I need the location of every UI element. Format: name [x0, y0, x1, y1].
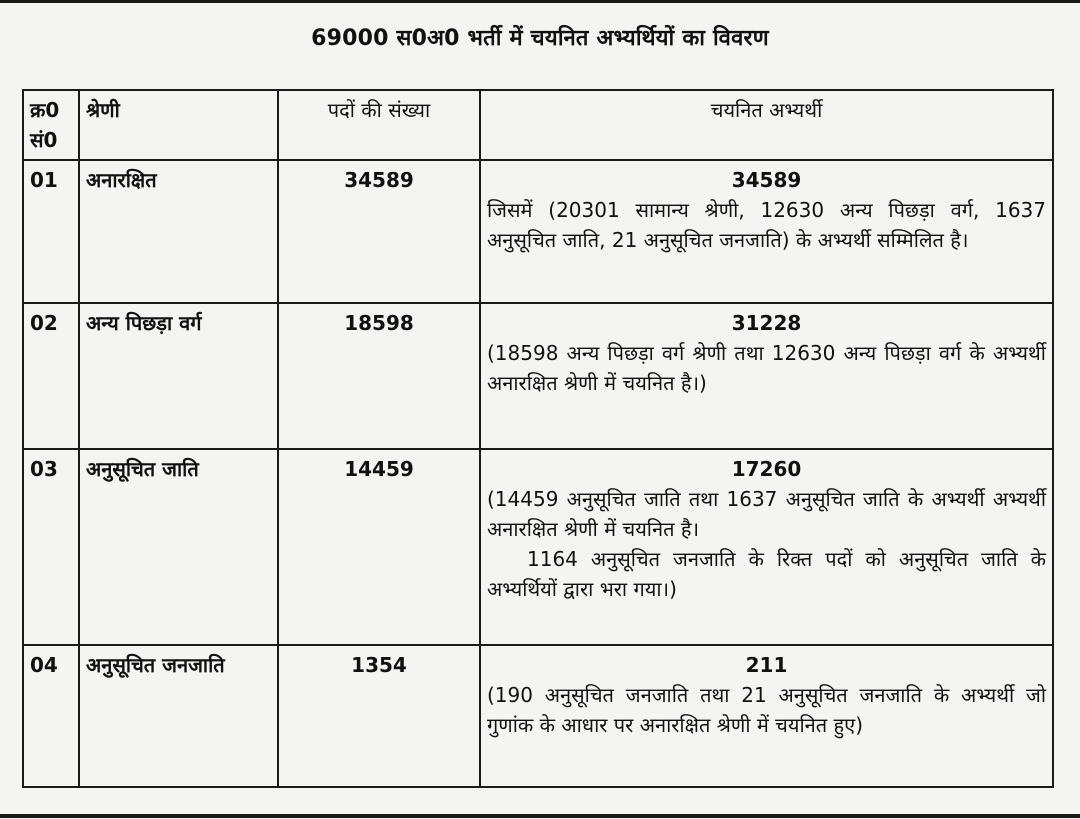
row-posts: 34589 — [278, 160, 480, 303]
table-row — [23, 160, 1053, 303]
selected-total: 17260 — [731, 457, 802, 481]
table-row — [23, 645, 1053, 787]
bottom-border-line — [0, 814, 1080, 818]
top-border-line — [0, 0, 1080, 3]
header-category: श्रेणी — [79, 90, 278, 160]
selected-detail: (14459 अनुसूचित जाति तथा 1637 अनुसूचित जाति के अभ्यर्थी अभ्यर्थी अनारक्षित श्रेणी में चयनित है। — [487, 487, 1046, 541]
selected-total: 31228 — [731, 311, 802, 335]
selected-detail: (190 अनुसूचित जनजाति तथा 21 अनुसूचित जनजाति के अभ्यर्थी जो गुणांक के आधार पर अनारक्षित श्रेणी में चयनित हुए) — [487, 683, 1046, 737]
row-serial: 03 — [23, 449, 79, 645]
header-posts: पदों की संख्या — [278, 90, 480, 160]
row-category: अनारक्षित — [79, 160, 278, 303]
selected-detail-note: 1164 अनुसूचित जनजाति के रिक्त पदों को अनुसूचित जाति के अभ्यर्थियों द्वारा भरा गया।) — [487, 547, 1046, 601]
row-selected-cell — [480, 303, 1053, 449]
table-row — [23, 303, 1053, 449]
row-serial: 02 — [23, 303, 79, 449]
row-category: अनुसूचित जाति — [79, 449, 278, 645]
row-posts: 18598 — [278, 303, 480, 449]
table-header-row — [23, 90, 1053, 160]
selected-detail: जिसमें (20301 सामान्य श्रेणी, 12630 अन्य पिछड़ा वर्ग, 1637 अनुसूचित जाति, 21 अनुसूचित जनजाति) के अभ्यर्थी सम्मिलित है। — [487, 198, 1046, 252]
row-posts: 14459 — [278, 449, 480, 645]
row-category: अनुसूचित जनजाति — [79, 645, 278, 787]
selected-total: 211 — [745, 653, 788, 677]
selected-detail: (18598 अन्य पिछड़ा वर्ग श्रेणी तथा 12630 अन्य पिछड़ा वर्ग के अभ्यर्थी अनारक्षित श्रेणी में चयनित है।) — [487, 341, 1046, 395]
document-title: 69000 स0अ0 भर्ती में चयनित अभ्यर्थियों का विवरण — [311, 26, 769, 51]
table-row — [23, 449, 1053, 645]
row-serial: 04 — [23, 645, 79, 787]
row-posts: 1354 — [278, 645, 480, 787]
row-category: अन्य पिछड़ा वर्ग — [79, 303, 278, 449]
row-selected-cell — [480, 645, 1053, 787]
row-selected-cell — [480, 160, 1053, 303]
row-selected-cell — [480, 449, 1053, 645]
header-selected: चयनित अभ्यर्थी — [480, 90, 1053, 160]
selection-table — [22, 89, 1054, 788]
header-serial: क्र0 सं0 — [23, 90, 79, 160]
selected-total: 34589 — [731, 168, 802, 192]
row-serial: 01 — [23, 160, 79, 303]
